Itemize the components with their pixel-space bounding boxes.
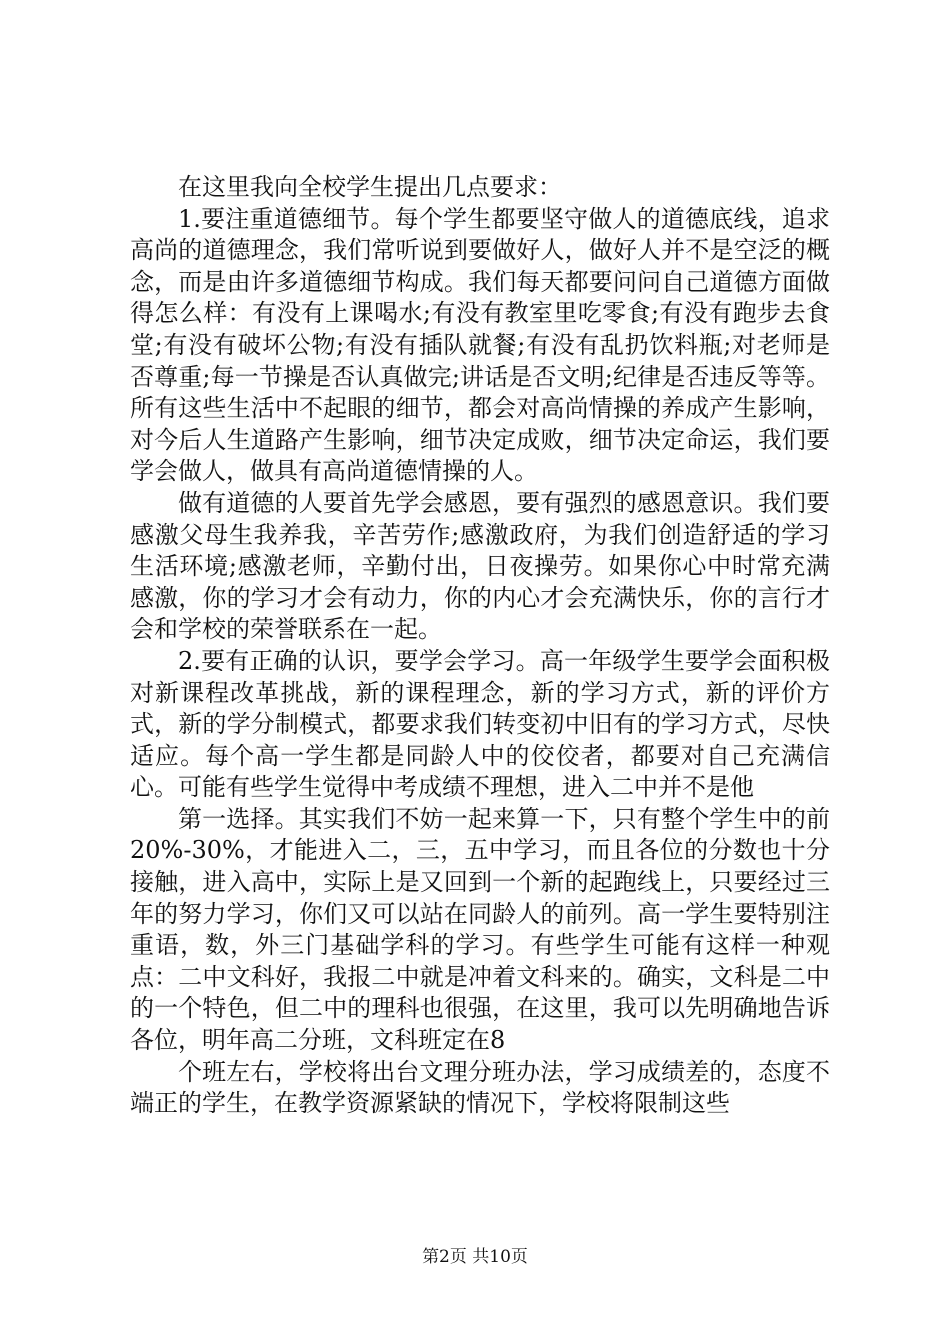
paragraph-point-1: 1.要注重道德细节。每个学生都要坚守做人的道德底线，追求高尚的道德理念，我们常听说到要做好人，做好人并不是空泛的概念，而是由许多道德细节构成。我们每天都要问问自己道德方面做得怎么样：有没有上课喝水;有没有教室里吃零食;有没有跑步去食堂;有没有破坏公物;有没有插队就餐;有没有乱扔饮料瓶;对老师是否尊重;每一节操是否认真做完;讲话是否文明;纪律是否违反等等。所有这些生活中不起眼的细节，都会对高尚情操的养成产生影响，对今后人生道路产生影响，细节决定成败，细节决定命运，我们要学会做人，做具有高尚道德情操的人。	[130, 204, 830, 486]
document-body	[130, 172, 830, 1120]
page-footer	[0, 1242, 950, 1267]
paragraph-intro: 在这里我向全校学生提出几点要求：	[178, 173, 562, 201]
paragraph-first-choice: 第一选择。其实我们不妨一起来算一下，只有整个学生中的前20%-30%，才能进入二，三，五中学习，而且各位的分数也十分接触，进入高中，实际上是又回到一个新的起跑线上，只要经过三年的努力学习，你们又可以站在同龄人的前列。高一学生要特别注重语，数，外三门基础学科的学习。有些学生可能有这样一种观点：二中文科好，我报二中就是冲着文科来的。确实，文科是二中的一个特色，但二中的理科也很强，在这里，我可以先明确地告诉各位，明年高二分班，文科班定在8	[130, 804, 830, 1055]
paragraph-gratitude: 做有道德的人要首先学会感恩，要有强烈的感恩意识。我们要感激父母生我养我，辛苦劳作;感激政府，为我们创造舒适的学习生活环境;感激老师，辛勤付出，日夜操劳。如果你心中时常充满感激，你的学习才会有动力，你的内心才会充满快乐，你的言行才会和学校的荣誉联系在一起。	[130, 488, 830, 644]
paragraph-point-2: 2.要有正确的认识，要学会学习。高一年级学生要学会面积极对新课程改革挑战，新的课程理念，新的学习方式，新的评价方式，新的学分制模式，都要求我们转变初中旧有的学习方式，尽快适应。每个高一学生都是同龄人中的佼佼者，都要对自己充满信心。可能有些学生觉得中考成绩不理想，进入二中并不是他	[130, 646, 830, 802]
page-number-label: 第2页 共10页	[422, 1247, 528, 1267]
paragraph-class-division: 个班左右，学校将出台文理分班办法，学习成绩差的，态度不端正的学生，在教学资源紧缺的情况下，学校将限制这些	[130, 1057, 830, 1118]
